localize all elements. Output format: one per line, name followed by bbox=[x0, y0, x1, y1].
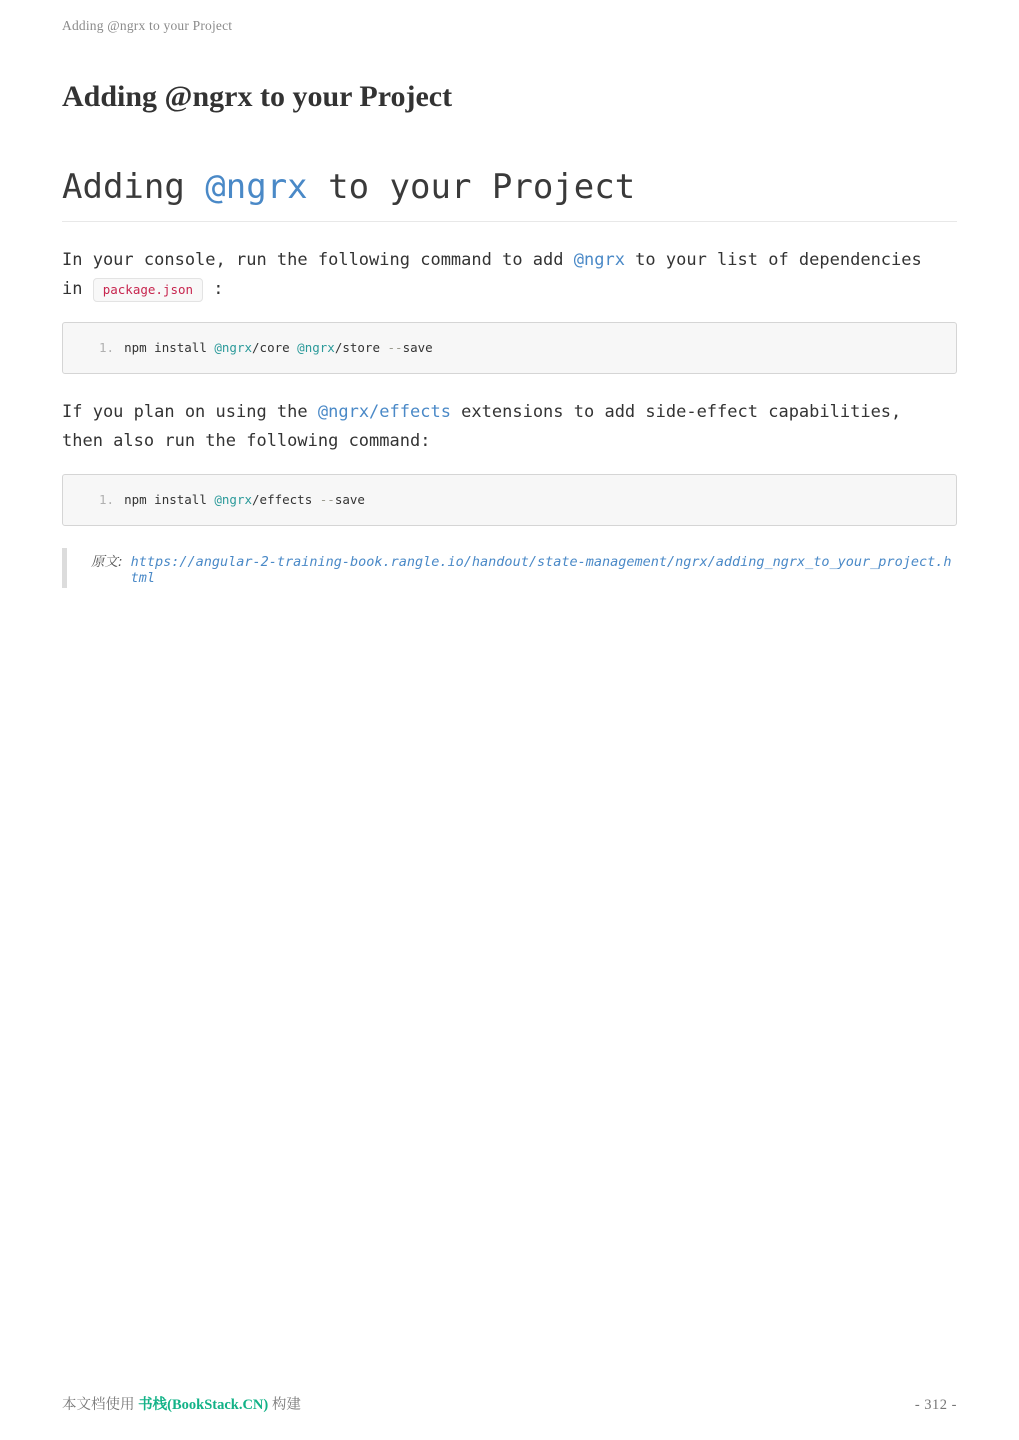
section-heading-text-pre: Adding bbox=[62, 166, 206, 207]
ngrx-effects-link[interactable]: @ngrx/effects bbox=[317, 402, 451, 423]
intro-paragraph-text-2: to your list of dependencies in bbox=[62, 250, 922, 300]
code-block-install-effects bbox=[62, 474, 957, 526]
code-token-ngrx: @ngrx bbox=[214, 492, 253, 508]
footer-text-prefix: 本文档使用 bbox=[62, 1397, 139, 1413]
intro-paragraph-text-1: In your console, run the following command to add bbox=[62, 250, 574, 271]
code-token-flag-dashes: -- bbox=[387, 340, 403, 356]
code-line bbox=[79, 489, 940, 511]
code-line-number: 1. bbox=[99, 492, 115, 508]
code-token-flag-dashes: -- bbox=[319, 492, 335, 508]
page-number: - 312 - bbox=[914, 1397, 957, 1413]
citation-label: 原文: bbox=[91, 554, 123, 571]
code-token: /effects bbox=[252, 492, 320, 508]
code-line bbox=[79, 337, 940, 359]
code-token: /store bbox=[334, 340, 388, 356]
effects-paragraph-text-1: If you plan on using the bbox=[62, 402, 318, 423]
bookstack-brand-link[interactable]: 书栈(BookStack.CN) bbox=[138, 1397, 269, 1413]
intro-paragraph bbox=[62, 246, 940, 304]
code-token: npm install bbox=[124, 492, 215, 508]
footer-text-suffix: 构建 bbox=[268, 1397, 301, 1413]
ngrx-heading-link[interactable]: @ngrx bbox=[205, 166, 308, 207]
code-token: save bbox=[402, 340, 433, 356]
effects-paragraph-text-2: extensions to add side-effect capabilities, then also run the following command: bbox=[62, 402, 902, 452]
section-heading-text-post: to your Project bbox=[307, 166, 636, 207]
running-header: Adding @ngrx to your Project bbox=[62, 18, 233, 33]
section-heading bbox=[62, 167, 957, 223]
package-json-inline-code: package.json bbox=[93, 278, 203, 302]
footer-builder-note bbox=[62, 1393, 301, 1414]
code-token-ngrx: @ngrx bbox=[214, 340, 253, 356]
effects-paragraph bbox=[62, 398, 940, 456]
code-token: npm install bbox=[124, 340, 215, 356]
page-footer bbox=[62, 1393, 957, 1414]
source-citation bbox=[62, 548, 957, 588]
code-line-number: 1. bbox=[99, 340, 115, 356]
citation-url-link[interactable]: https://angular-2-training-book.rangle.io/handout/state-management/ngrx/adding_ngrx_to_your_project.html bbox=[130, 554, 952, 587]
ngrx-inline-link[interactable]: @ngrx bbox=[573, 250, 625, 271]
code-token: save bbox=[334, 492, 365, 508]
intro-paragraph-text-3: : bbox=[203, 279, 224, 300]
code-token-ngrx: @ngrx bbox=[297, 340, 335, 356]
code-token: /core bbox=[252, 340, 298, 356]
code-block-install-core-store bbox=[62, 322, 957, 374]
page-title: Adding @ngrx to your Project bbox=[62, 80, 453, 113]
